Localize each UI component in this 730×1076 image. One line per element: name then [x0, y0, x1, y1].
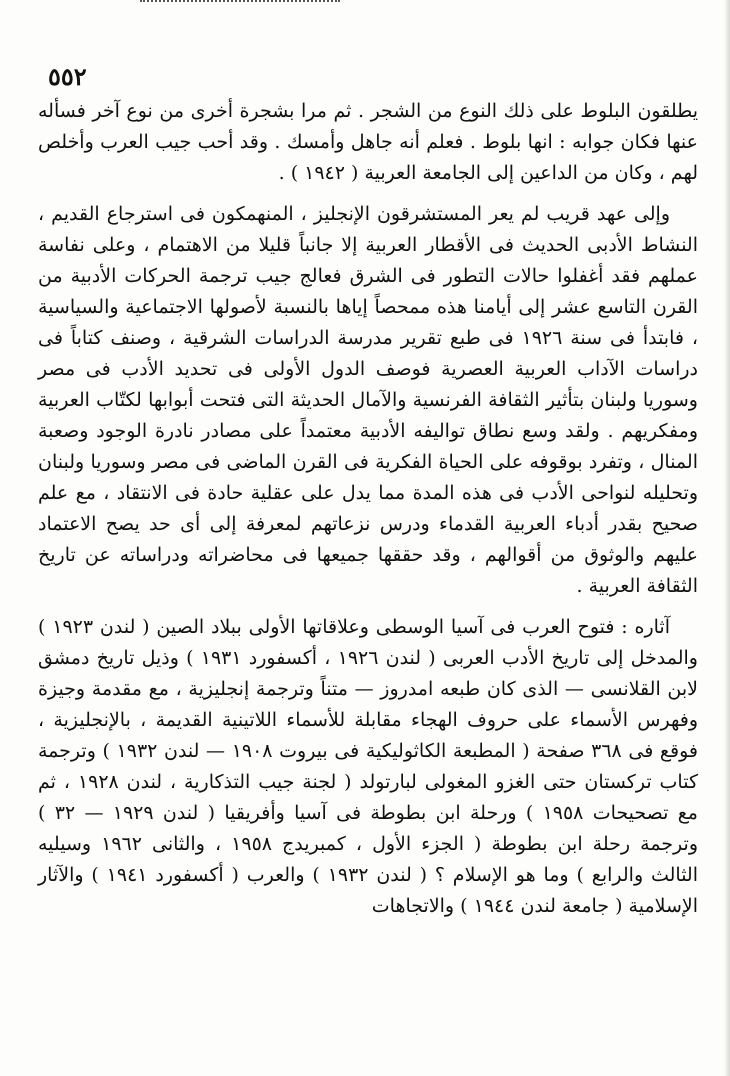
page-edge-shadow	[724, 0, 730, 1076]
page-number: ٥٥٢	[48, 62, 87, 91]
paragraph-literary-activity: وإلى عهد قريب لم يعر المستشرقون الإنجليز ، المنهمكون فى استرجاع القديم ، النشاط الأدبى الحديث فى الأقطار العربية إلا جانباً قليلا من الاهتمام ، وعلى نفاسة عملهم فقد أغفلوا حالات التطور فى الشرق فعالج جيب ترجمة الحركات الأدبية من القرن التاسع عشر إلى أيامنا هذه ممحصاً إياها بالنسبة لأصولها الاجتماعية والسياسية ، فابتدأ فى سنة ١٩٢٦ فى طبع تقرير مدرسة الدراسات الشرقية ، وصنف كتاباً فى دراسات الآداب العربية العصرية فوصف الدول الأولى فى تحديد الأدب فى مصر وسوريا ولبنان بتأثير الثقافة الفرنسية والآمال الحديثة التى فتحت أبوابها لكتّاب العربية ومفكريهم . ولقد وسع نطاق تواليفه الأدبية معتمداً على مصادر نادرة الوجود وصعبة المنال ، وتفرد بوقوفه على الحياة الفكرية فى القرن الماضى فى مصر وسوريا ولبنان وتحليله لنواحى الأدب فى هذه المدة مما يدل على عقلية حادة فى الانتقاد ، مع علم صحيح بقدر أدباء العربية القدماء ودرس نزعاتهم لمعرفة إلى أى حد يصح الاعتماد عليهم والوثوق من أقوالهم ، وقد حققها جميعها فى محاضراته ودراساته عن تاريخ الثقافة العربية .	[38, 203, 698, 597]
top-rule	[140, 0, 340, 5]
paragraph-works: آثاره : فتوح العرب فى آسيا الوسطى وعلاقاتها الأولى ببلاد الصين ( لندن ١٩٢٣ ) والمدخل إلى تاريخ الأدب العربى ( لندن ١٩٢٦ ، أكسفورد ١٩٣١ ) وذيل تاريخ دمشق لابن القلانسى — الذى كان طبعه امدروز — متناً وترجمة إنجليزية ، مع مقدمة وجيزة وفهرس الأسماء على حروف الهجاء مقابلة للأسماء اللاتينية القديمة ، بالإنجليزية ، فوقع فى ٣٦٨ صفحة ( المطبعة الكاثوليكية فى بيروت ١٩٠٨ — لندن ١٩٣٢ ) وترجمة كتاب تركستان حتى الغزو المغولى لبارتولد ( لجنة جيب التذكارية ، لندن ١٩٢٨ ، ثم مع تصحيحات ١٩٥٨ ) ورحلة ابن بطوطة فى آسيا وأفريقيا ( لندن ١٩٢٩ — ٣٢ ) وترجمة رحلة ابن بطوطة ( الجزء الأول ، كمبريدج ١٩٥٨ ، والثانى ١٩٦٢ وسيليه الثالث والرابع ) وما هو الإسلام ؟ ( لندن ١٩٣٢ ) والعرب ( أكسفورد ١٩٤١ ) والآثار الإسلامية ( جامعة لندن ١٩٤٤ ) والاتجاهات	[38, 616, 698, 917]
paragraph-intro: يطلقون البلوط على ذلك النوع من الشجر . ثم مرا بشجرة أخرى من نوع آخر فسأله عنها فكان جوابه : انها بلوط . فعلم أنه جاهل وأمسك . وقد أحب جيب العرب وأخلص لهم ، وكان من الداعين إلى الجامعة العربية ( ١٩٤٢ ) .	[38, 100, 698, 184]
page-body	[38, 96, 698, 922]
